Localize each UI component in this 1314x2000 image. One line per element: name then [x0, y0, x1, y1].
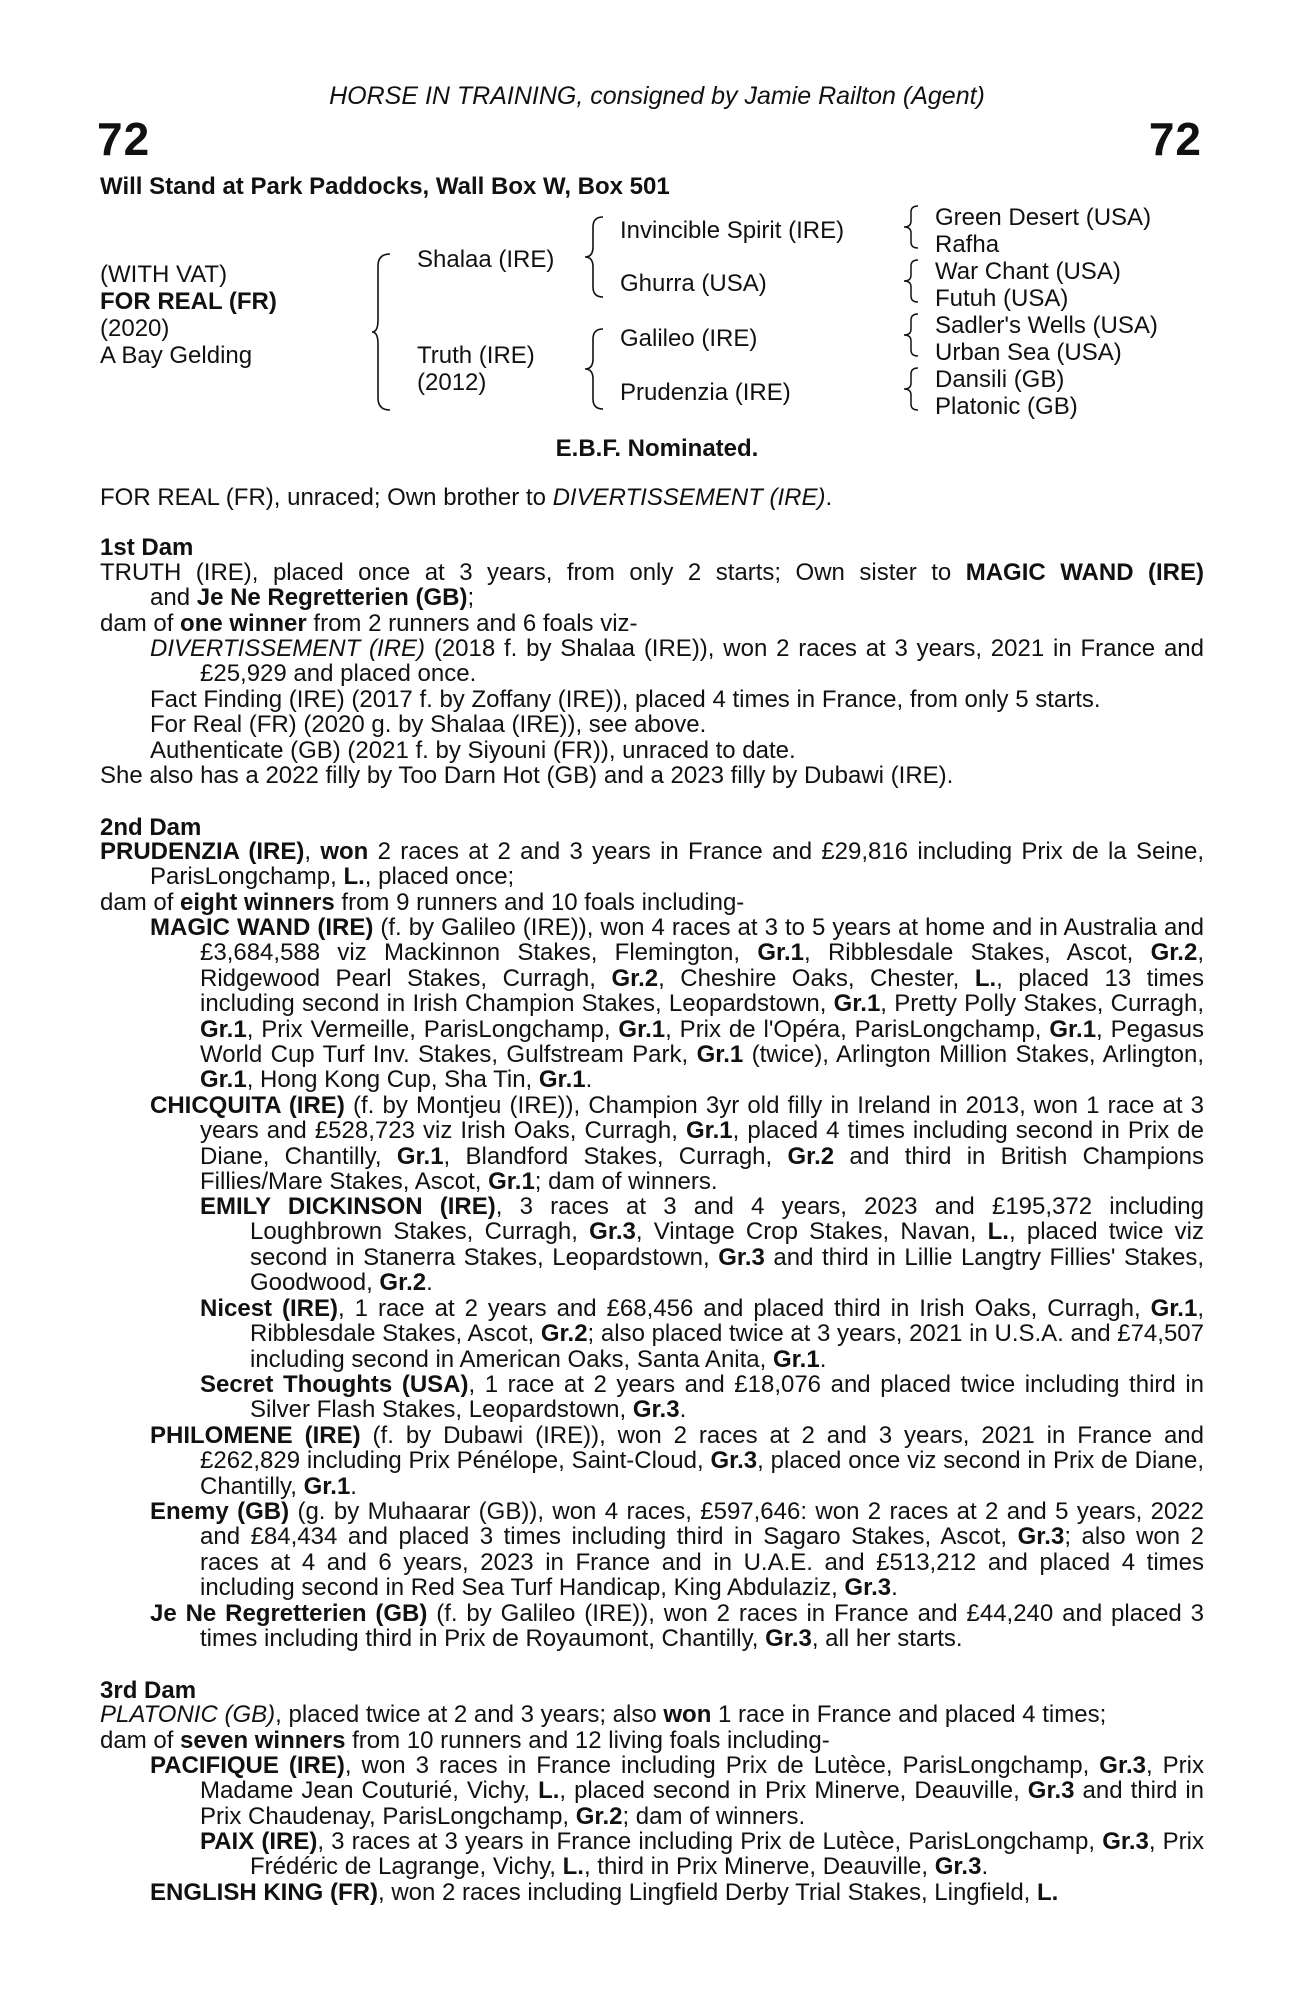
entry-pacifique: PACIFIQUE (IRE), won 3 races in France including Prix de Lutèce, ParisLongchamp, Gr.3, Prix Madame Jean Couturié, Vichy, L., placed second in Prix Minerve, Deauville, Gr.3 and third in Prix Chaudenay, ParisLongchamp, Gr.2; dam of winners.	[150, 1752, 1204, 1830]
lot-number-right: 72	[1148, 113, 1202, 165]
pedigree-brace-sire	[585, 215, 605, 299]
third-dam-produce: dam of seven winners from 10 runners and 12 living foals including-	[100, 1727, 830, 1754]
g3-3: War Chant (USA)	[935, 258, 1121, 285]
dam-dam: Prudenzia (IRE)	[620, 379, 791, 406]
g3-6: Urban Sea (USA)	[935, 339, 1122, 366]
pedigree-brace-g3-4	[904, 366, 920, 412]
g3-5: Sadler's Wells (USA)	[935, 312, 1158, 339]
pedigree-brace-g3-1	[904, 204, 920, 250]
first-dam-heading: 1st Dam	[100, 534, 194, 561]
pedigree-brace-dam	[585, 327, 605, 411]
stand-location: Will Stand at Park Paddocks, Wall Box W, Box 501	[100, 173, 670, 200]
first-dam-note: She also has a 2022 filly by Too Darn Hot (GB) and a 2023 filly by Dubawi (IRE).	[100, 762, 954, 789]
g3-2: Rafha	[935, 231, 1000, 258]
first-dam-details: TRUTH (IRE), placed once at 3 years, from only 2 starts; Own sister to MAGIC WAND (IRE) and Je Ne Regretterien (GB); dam of one winner from 2 runners and 6 foals viz-	[100, 559, 1205, 637]
g3-1: Green Desert (USA)	[935, 204, 1152, 231]
pedigree-brace-g3-2	[904, 258, 920, 304]
horse-description: A Bay Gelding	[100, 342, 253, 369]
progeny-divertissement: DIVERTISSEMENT (IRE) (2018 f. by Shalaa (IRE)), won 2 races at 3 years, 2021 in France and £25,929 and placed once.	[150, 635, 1204, 688]
g3-7: Dansili (GB)	[935, 366, 1065, 393]
g3-8: Platonic (GB)	[935, 393, 1078, 420]
pedigree-brace-g3-3	[904, 312, 920, 358]
third-dam-record: PLATONIC (GB), placed twice at 2 and 3 years; also won 1 race in France and placed 4 times;	[100, 1701, 1107, 1728]
entry-secret-thoughts: Secret Thoughts (USA), 1 race at 2 years and £18,076 and placed twice including third in Silver Flash Stakes, Leopardstown, Gr.3.	[200, 1371, 1204, 1424]
progeny-fact-finding: Fact Finding (IRE) (2017 f. by Zoffany (IRE)), placed 4 times in France, from only 5 starts.	[150, 686, 1101, 713]
progeny-for-real: For Real (FR) (2020 g. by Shalaa (IRE)), see above.	[150, 711, 707, 738]
pedigree-brace-main	[372, 252, 392, 412]
horse-name: FOR REAL (FR)	[100, 288, 277, 315]
entry-english-king: ENGLISH KING (FR), won 2 races including Lingfield Derby Trial Stakes, Lingfield, L.	[150, 1879, 1059, 1906]
second-dam-heading: 2nd Dam	[100, 814, 202, 841]
horse-year: (2020)	[100, 315, 170, 342]
entry-chicquita: CHICQUITA (IRE) (f. by Montjeu (IRE)), Champion 3yr old filly in Ireland in 2013, won 1 race at 3 years and £528,723 viz Irish Oaks, Curragh, Gr.1, placed 4 times including second in Prix de Diane, Chantilly, Gr.1, Blandford Stakes, Curragh, Gr.2 and third in British Champions Fillies/Mare Stakes, Ascot, Gr.1; dam of winners.	[150, 1092, 1205, 1196]
entry-magic-wand: MAGIC WAND (IRE) (f. by Galileo (IRE)), won 4 races at 3 to 5 years at home and in Australia and £3,684,588 viz Mackinnon Stakes, Flemington, Gr.1, Ribblesdale Stakes, Ascot, Gr.2, Ridgewood Pearl Stakes, Curragh, Gr.2, Cheshire Oaks, Chester, L., placed 13 times including second in Irish Champion Stakes, Leopardstown, Gr.1, Pretty Polly Stakes, Curragh, Gr.1, Prix Vermeille, ParisLongchamp, Gr.1, Prix de l'Opéra, ParisLongchamp, Gr.1, Pegasus World Cup Turf Inv. Stakes, Gulfstream Park, Gr.1 (twice), Arlington Million Stakes, Arlington, Gr.1, Hong Kong Cup, Sha Tin, Gr.1.	[150, 914, 1205, 1094]
entry-paix: PAIX (IRE), 3 races at 3 years in France including Prix de Lutèce, ParisLongchamp, Gr.3, Prix Frédéric de Lagrange, Vichy, L., third in Prix Minerve, Deauville, Gr.3.	[200, 1828, 1205, 1881]
dam-year: (2012)	[417, 369, 487, 396]
sire-name: Shalaa (IRE)	[417, 246, 555, 273]
entry-nicest: Nicest (IRE), 1 race at 2 years and £68,456 and placed third in Irish Oaks, Curragh, Gr.1, Ribblesdale Stakes, Ascot, Gr.2; also placed twice at 3 years, 2021 in U.S.A. and £74,507 including second in American Oaks, Santa Anita, Gr.1.	[200, 1295, 1204, 1373]
intro-line: FOR REAL (FR), unraced; Own brother to DIVERTISSEMENT (IRE).	[100, 484, 833, 511]
g3-4: Futuh (USA)	[935, 285, 1069, 312]
sire-dam: Ghurra (USA)	[620, 270, 767, 297]
second-dam-produce: dam of eight winners from 9 runners and 10 foals including-	[100, 889, 745, 916]
sire-sire: Invincible Spirit (IRE)	[620, 217, 845, 244]
entry-enemy: Enemy (GB) (g. by Muhaarar (GB)), won 4 races, £597,646: won 2 races at 2 and 5 years, 2022 and £84,434 and placed 3 times including third in Sagaro Stakes, Ascot, Gr.3; also won 2 races at 4 and 6 years, 2023 in France and in U.A.E. and £513,212 and placed 4 times including second in Red Sea Turf Handicap, King Abdulaziz, Gr.3.	[150, 1498, 1205, 1602]
ebf-nominated: E.B.F. Nominated.	[555, 435, 759, 462]
dam-sire: Galileo (IRE)	[620, 325, 758, 352]
second-dam-record: PRUDENZIA (IRE), won 2 races at 2 and 3 years in France and £29,816 including Prix de la Seine, ParisLongchamp, L., placed once;	[100, 838, 1204, 891]
consignor-header: HORSE IN TRAINING, consigned by Jamie Railton (Agent)	[329, 82, 985, 110]
horse-vat: (WITH VAT)	[100, 261, 228, 288]
progeny-authenticate: Authenticate (GB) (2021 f. by Siyouni (FR)), unraced to date.	[150, 737, 796, 764]
entry-philomene: PHILOMENE (IRE) (f. by Dubawi (IRE)), won 2 races at 2 and 3 years, 2021 in France and £262,829 including Prix Pénélope, Saint-Cloud, Gr.3, placed once viz second in Prix de Diane, Chantilly, Gr.1.	[150, 1422, 1204, 1500]
lot-number-left: 72	[97, 113, 151, 165]
third-dam-heading: 3rd Dam	[100, 1677, 197, 1704]
entry-emily-dickinson: EMILY DICKINSON (IRE), 3 races at 3 and 4 years, 2023 and £195,372 including Loughbrown Stakes, Curragh, Gr.3, Vintage Crop Stakes, Navan, L., placed twice viz second in Stanerra Stakes, Leopardstown, Gr.3 and third in Lillie Langtry Fillies' Stakes, Goodwood, Gr.2.	[200, 1193, 1204, 1297]
entry-je-ne-regretterien: Je Ne Regretterien (GB) (f. by Galileo (IRE)), won 2 races in France and £44,240 and placed 3 times including third in Prix de Royaumont, Chantilly, Gr.3, all her starts.	[150, 1600, 1204, 1653]
dam-name: Truth (IRE)	[417, 342, 535, 369]
